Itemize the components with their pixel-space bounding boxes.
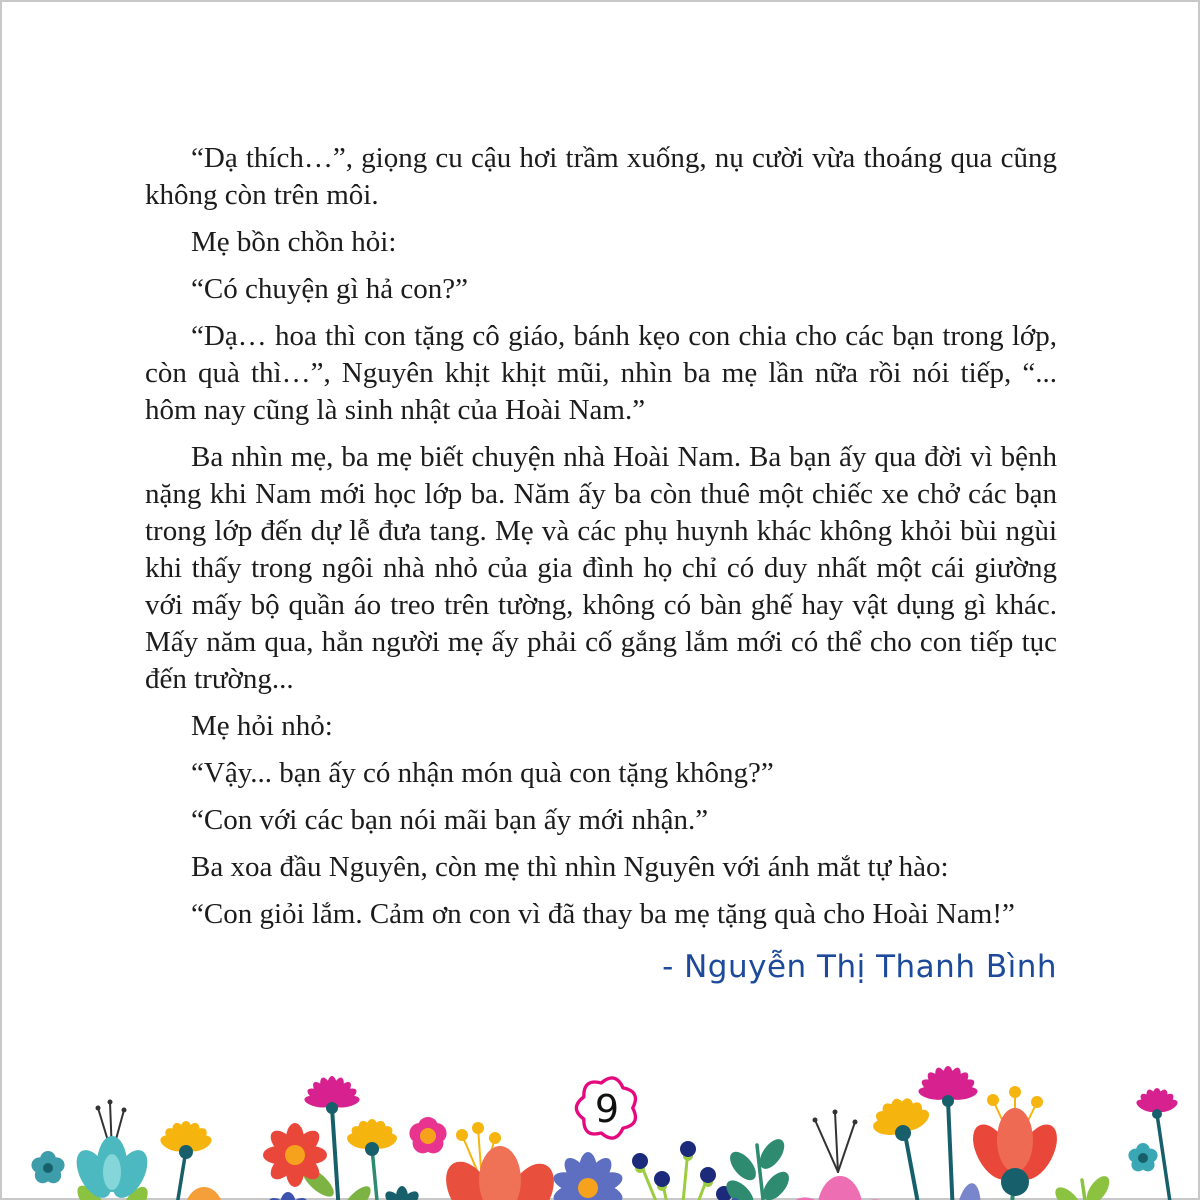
story-paragraph: Mẹ bồn chồn hỏi:: [191, 226, 397, 258]
story-paragraph: “Con giỏi lắm. Cảm ơn con vì đã thay ba mẹ tặng quà cho Hoài Nam!”: [191, 898, 1015, 930]
story-text-block: [145, 140, 1057, 997]
author-signature: - Nguyễn Thị Thanh Bình: [662, 949, 1057, 985]
story-paragraph: “Vậy... bạn ấy có nhận món quà con tặng không?”: [191, 757, 774, 789]
story-paragraph: “Con với các bạn nói mãi bạn ấy mới nhận.”: [191, 804, 709, 836]
story-paragraph: “Dạ thích…”, giọng cu cậu hơi trầm xuống, nụ cười vừa thoáng qua cũng không còn trên môi.: [145, 142, 1057, 211]
story-paragraph: “Dạ… hoa thì con tặng cô giáo, bánh kẹo con chia cho các bạn trong lớp, còn quà thì…”, Nguyên khịt khịt mũi, nhìn ba mẹ lần nữa rồi nói tiếp, “... hôm nay cũng là sinh nhật của Hoài Nam.”: [145, 320, 1057, 426]
floral-border-illustration: [0, 1050, 1200, 1200]
story-paragraph: Mẹ hỏi nhỏ:: [191, 710, 333, 742]
page-number: 9: [594, 1086, 620, 1131]
story-paragraph: Ba nhìn mẹ, ba mẹ biết chuyện nhà Hoài Nam. Ba bạn ấy qua đời vì bệnh nặng khi Nam mới học lớp ba. Năm ấy ba còn thuê một chiếc xe chở các bạn trong lớp đến dự lễ đưa tang. Mẹ và các phụ huynh khác không khỏi bùi ngùi khi thấy trong ngôi nhà nhỏ của gia đình họ chỉ có duy nhất một cái giường với mấy bộ quần áo treo trên tường, không có bàn ghế hay vật dụng gì khác. Mấy năm qua, hẳn người mẹ ấy phải cố gắng lắm mới có thể cho con tiếp tục đến trường...: [145, 441, 1057, 695]
story-paragraph: “Có chuyện gì hả con?”: [191, 273, 469, 305]
story-paragraph: Ba xoa đầu Nguyên, còn mẹ thì nhìn Nguyên với ánh mắt tự hào:: [191, 851, 949, 883]
